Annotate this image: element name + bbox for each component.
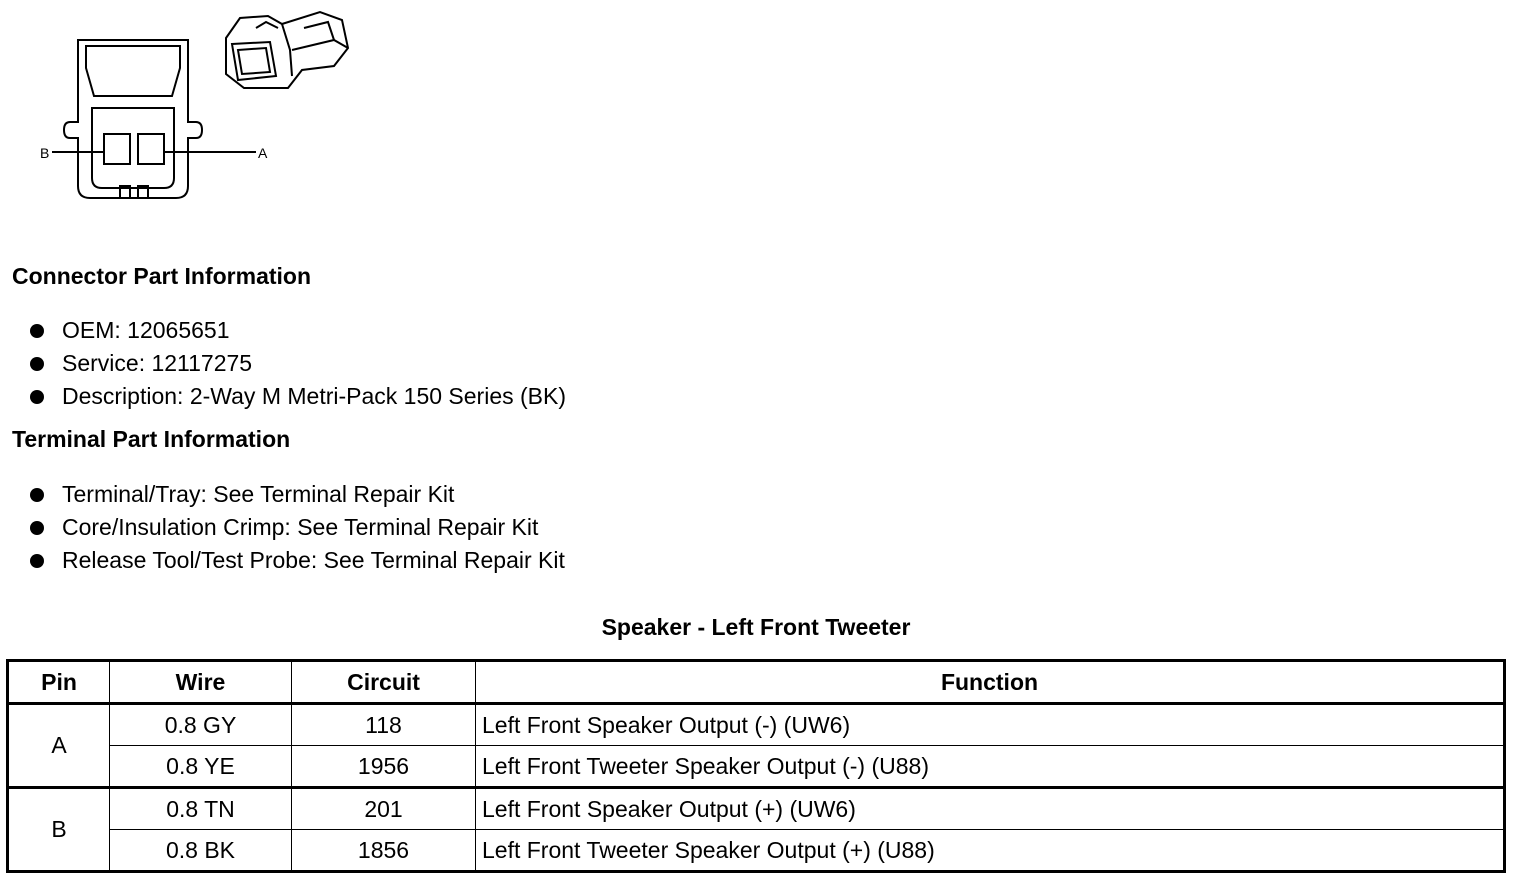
table-row bbox=[8, 788, 1505, 830]
circuit-cell: 118 bbox=[292, 704, 476, 746]
table-row bbox=[8, 830, 1505, 872]
bullet-icon bbox=[30, 488, 44, 502]
wire-cell: 0.8 GY bbox=[110, 704, 292, 746]
list-item bbox=[30, 478, 565, 511]
table-title: Speaker - Left Front Tweeter bbox=[601, 614, 911, 640]
wire-cell: 0.8 YE bbox=[110, 746, 292, 788]
circuit-cell: 1856 bbox=[292, 830, 476, 872]
connector-part-info-list bbox=[30, 314, 566, 413]
pin-label-a: A bbox=[258, 145, 268, 161]
terminal-part-info-heading: Terminal Part Information bbox=[12, 426, 291, 452]
pinout-table bbox=[6, 659, 1506, 873]
list-item-text: Service: 12117275 bbox=[62, 350, 253, 376]
column-header-function: Function bbox=[476, 661, 1505, 704]
list-item bbox=[30, 511, 565, 544]
list-item bbox=[30, 544, 565, 577]
connector-part-info-heading: Connector Part Information bbox=[12, 263, 312, 289]
circuit-cell: 1956 bbox=[292, 746, 476, 788]
list-item bbox=[30, 347, 566, 380]
function-cell: Left Front Tweeter Speaker Output (+) (U88) bbox=[476, 830, 1505, 872]
bullet-icon bbox=[30, 521, 44, 535]
connector-isometric-drawing bbox=[226, 12, 348, 88]
list-item bbox=[30, 380, 566, 413]
pin-label-b: B bbox=[40, 145, 50, 161]
bullet-icon bbox=[30, 324, 44, 338]
circuit-cell: 201 bbox=[292, 788, 476, 830]
table-row bbox=[8, 746, 1505, 788]
function-cell: Left Front Speaker Output (-) (UW6) bbox=[476, 704, 1505, 746]
pin-cell: A bbox=[8, 704, 110, 788]
list-item-text: OEM: 12065651 bbox=[62, 317, 230, 343]
wire-cell: 0.8 TN bbox=[110, 788, 292, 830]
column-header-wire: Wire bbox=[110, 661, 292, 704]
table-header-row bbox=[8, 661, 1505, 704]
list-item-text: Description: 2-Way M Metri-Pack 150 Series (BK) bbox=[62, 383, 567, 409]
function-cell: Left Front Speaker Output (+) (UW6) bbox=[476, 788, 1505, 830]
list-item-text: Terminal/Tray: See Terminal Repair Kit bbox=[62, 481, 455, 507]
pin-cell: B bbox=[8, 788, 110, 872]
bullet-icon bbox=[30, 554, 44, 568]
list-item bbox=[30, 314, 566, 347]
function-cell: Left Front Tweeter Speaker Output (-) (U88) bbox=[476, 746, 1505, 788]
column-header-circuit: Circuit bbox=[292, 661, 476, 704]
list-item-text: Release Tool/Test Probe: See Terminal Repair Kit bbox=[62, 547, 565, 573]
wire-cell: 0.8 BK bbox=[110, 830, 292, 872]
bullet-icon bbox=[30, 357, 44, 371]
connector-diagram bbox=[30, 10, 370, 210]
list-item-text: Core/Insulation Crimp: See Terminal Repair Kit bbox=[62, 514, 539, 540]
table-row bbox=[8, 704, 1505, 746]
column-header-pin: Pin bbox=[8, 661, 110, 704]
terminal-part-info-list bbox=[30, 478, 565, 577]
bullet-icon bbox=[30, 390, 44, 404]
